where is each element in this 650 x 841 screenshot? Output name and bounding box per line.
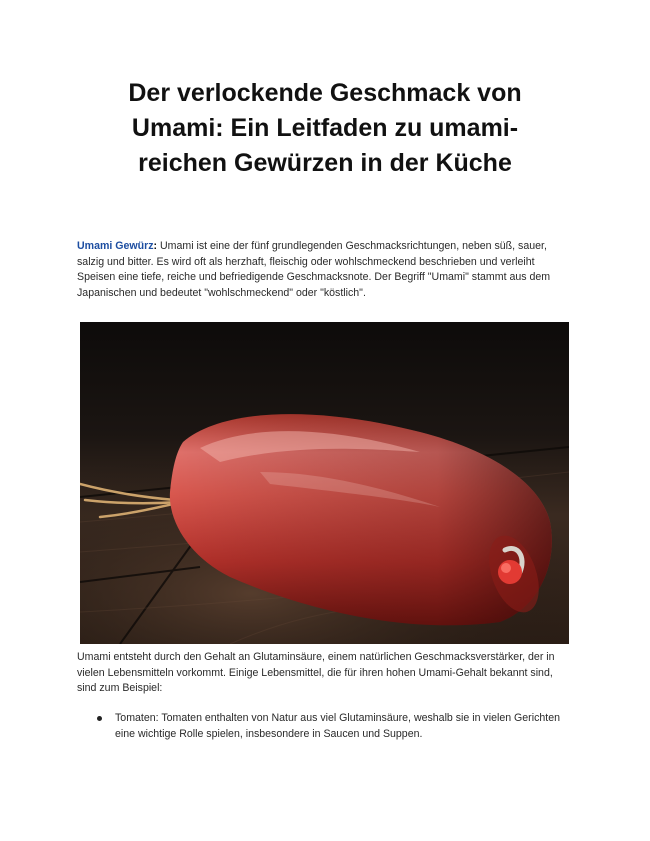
- sausage-photo: [80, 322, 569, 644]
- page-title: Der verlockende Geschmack von Umami: Ein Leitfaden zu umami-reichen Gewürzen in der Küche: [128, 79, 522, 177]
- intro-paragraph: [77, 239, 575, 301]
- intro-keyword-link[interactable]: Umami Gewürz: [77, 240, 154, 252]
- bullet-list: [95, 711, 565, 742]
- bullet-icon: [97, 716, 102, 721]
- body-paragraph: Umami entsteht durch den Gehalt an Glutaminsäure, einem natürlichen Geschmacksverstärker, der in vielen Lebensmitteln vorkommt. Einige Lebensmittel, die für ihren hohen Umami-Gehalt bekannt sind, sind zum Beispiel:: [77, 651, 555, 695]
- list-item: [95, 711, 565, 742]
- list-item-text: Tomaten: Tomaten enthalten von Natur aus viel Glutaminsäure, weshalb sie in vielen Gerichten eine wichtige Rolle spielen, insbesondere in Saucen und Suppen.: [115, 712, 560, 740]
- intro-text: Umami ist eine der fünf grundlegenden Geschmacksrichtungen, neben süß, sauer, salzig und bitter. Es wird oft als herzhaft, fleischig oder wohlschmeckend beschrieben und verleiht Speisen eine tiefe, reiche und befriedigende Geschmacksnote. Der Begriff "Umami" stammt aus dem Japanischen und bedeutet "wohlschmeckend" oder "köstlich".: [77, 240, 551, 299]
- intro-colon: :: [153, 240, 158, 252]
